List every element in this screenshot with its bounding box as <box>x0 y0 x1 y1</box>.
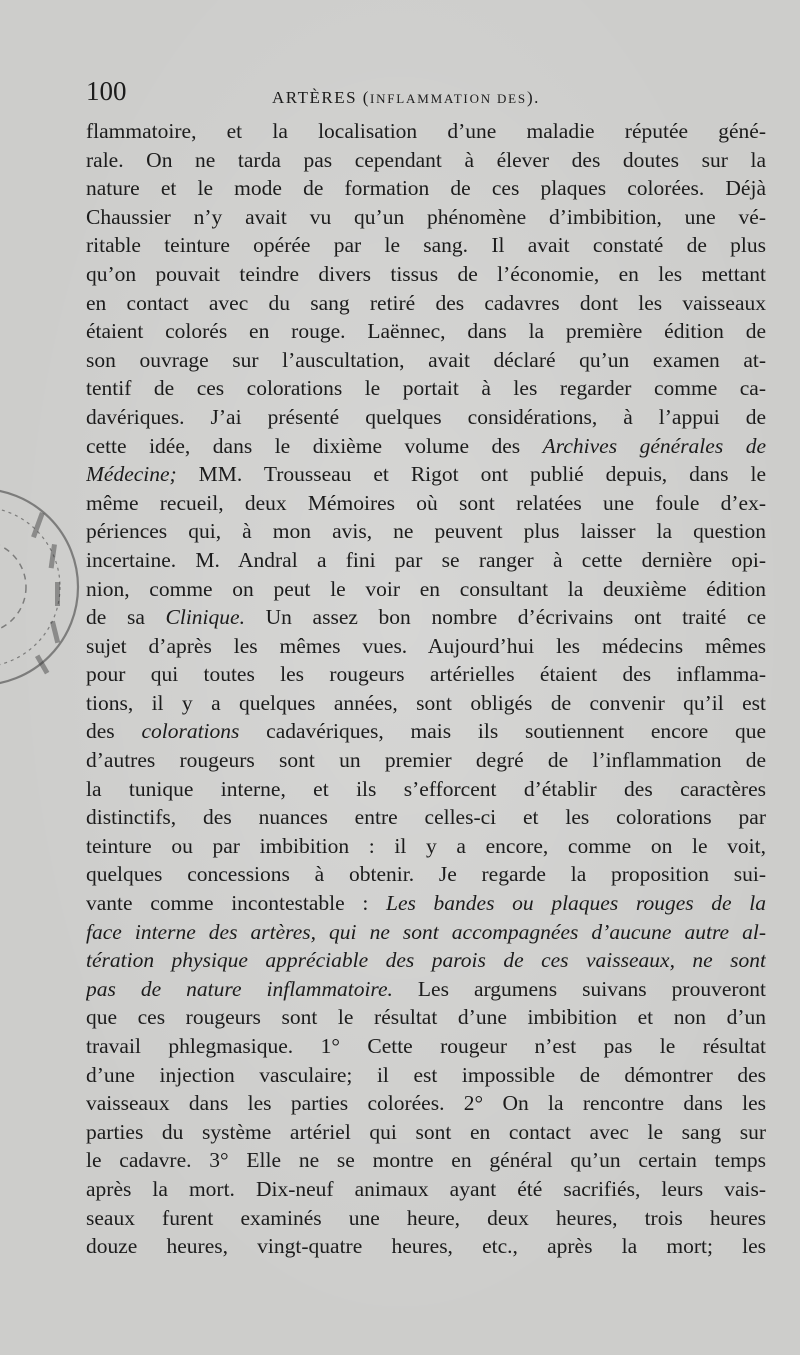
text-line <box>86 260 766 289</box>
text-line <box>86 146 766 175</box>
text-run: vante comme incontestable : <box>86 891 386 916</box>
text-run: rale. On ne tarda pas cependant à élever des doutes sur la <box>86 147 766 172</box>
page-number: 100 <box>86 76 127 106</box>
text-run: que ces rougeurs sont le résultat d’une imbibition et non d’un <box>86 1005 766 1030</box>
text-line <box>86 775 766 804</box>
text-line <box>86 689 766 718</box>
text-line <box>86 832 766 861</box>
text-run: vaisseaux dans les parties colorées. 2° On la rencontre dans les <box>86 1091 766 1116</box>
text-line <box>86 860 766 889</box>
text-run: travail phlegmasique. 1° Cette rougeur n’est pas le résultat <box>86 1034 766 1058</box>
text-line <box>86 546 766 575</box>
text-line <box>86 603 766 632</box>
text-run: nion, comme on peut le voir en consultant la deuxième édition <box>86 576 766 601</box>
text-line <box>86 803 766 832</box>
text-line <box>86 918 766 947</box>
text-line <box>86 117 766 146</box>
text-line <box>86 403 766 432</box>
text-line <box>86 1232 766 1261</box>
text-run: son ouvrage sur l’auscultation, avait déclaré qu’un examen at- <box>86 347 766 372</box>
text-line <box>86 1061 766 1090</box>
text-line <box>86 1118 766 1147</box>
text-run: en contact avec du sang retiré des cadavres dont les vaisseaux <box>86 290 766 315</box>
text-run: cette idée, dans le dixième volume des <box>86 433 543 458</box>
text-run: seaux furent examinés une heure, deux heures, trois heures <box>86 1205 766 1230</box>
text-run: d’autres rougeurs sont un premier degré de l’inflammation de <box>86 748 766 773</box>
text-line <box>86 289 766 318</box>
text-line <box>86 1204 766 1233</box>
italic-text: pas de nature inflammatoire. <box>86 976 393 1001</box>
text-run: Un assez bon nombre d’écrivains ont traité ce <box>244 605 766 630</box>
italic-text: Archives générales de <box>542 433 766 458</box>
text-run: qu’on pouvait teindre divers tissus de l’économie, en les mettant <box>86 261 766 286</box>
text-line <box>86 889 766 918</box>
text-line <box>86 1175 766 1204</box>
text-line <box>86 460 766 489</box>
text-line <box>86 1003 766 1032</box>
text-run: parties du système artériel qui sont en contact avec le sang sur <box>86 1119 766 1144</box>
text-line <box>86 975 766 1004</box>
text-line <box>86 432 766 461</box>
text-line <box>86 632 766 661</box>
text-run: Chaussier n’y avait vu qu’un phénomène d’imbibition, une vé- <box>86 204 766 229</box>
text-line <box>86 660 766 689</box>
text-run: de sa <box>86 605 166 630</box>
text-run: tions, il y a quelques années, sont obligés de convenir qu’il est <box>86 690 766 715</box>
text-run: après la mort. Dix-neuf animaux ayant été sacrifiés, leurs vais- <box>86 1176 766 1201</box>
text-line <box>86 1089 766 1118</box>
text-run: des <box>86 719 142 744</box>
text-run: d’une injection vasculaire; il est impossible de démontrer des <box>86 1062 766 1087</box>
text-run: Les argumens suivans prouveront <box>392 976 766 1001</box>
text-line <box>86 489 766 518</box>
text-run: périences qui, à mon avis, ne peuvent plus laisser la question <box>86 519 766 544</box>
text-line <box>86 203 766 232</box>
text-line <box>86 575 766 604</box>
text-run: cadavériques, mais ils soutiennent encore que <box>239 719 766 744</box>
running-head-small: INFLAMMATION DES <box>369 91 527 106</box>
text-run: MM. Trousseau et Rigot ont publié depuis, dans le <box>176 462 766 487</box>
text-run: quelques concessions à obtenir. Je regarde la proposition sui- <box>86 862 766 887</box>
running-head-main: ARTÈRES ( <box>272 88 370 107</box>
library-stamp-icon <box>0 472 100 702</box>
italic-text: colorations <box>141 719 240 744</box>
text-run: davériques. J’ai présenté quelques considérations, à l’appui de <box>86 404 766 429</box>
text-run: incertaine. M. Andral a fini par se ranger à cette dernière opi- <box>86 547 766 572</box>
text-run: tentif de ces colorations le portait à les regarder comme ca- <box>86 376 766 401</box>
text-run: flammatoire, et la localisation d’une maladie réputée géné- <box>86 119 766 143</box>
text-run: teinture ou par imbibition : il y a encore, comme on le voit, <box>86 833 766 858</box>
text-run: étaient colorés en rouge. Laënnec, dans la première édition de <box>86 319 766 344</box>
text-run: douze heures, vingt-quatre heures, etc., après la mort; les <box>86 1234 766 1259</box>
text-line <box>86 746 766 775</box>
text-line <box>86 517 766 546</box>
text-line <box>86 1146 766 1175</box>
text-line <box>86 231 766 260</box>
body-text <box>86 117 766 1261</box>
text-line <box>86 1032 766 1061</box>
italic-text: face interne des artères, qui ne sont accompagnées d’aucune autre al- <box>86 919 766 944</box>
text-run: sujet d’après les mêmes vues. Aujourd’hui les médecins mêmes <box>86 633 766 658</box>
text-run: même recueil, deux Mémoires où sont relatées une foule d’ex- <box>86 490 766 515</box>
text-run: ritable teinture opérée par le sang. Il avait constaté de plus <box>86 233 766 258</box>
text-line <box>86 374 766 403</box>
text-line <box>86 317 766 346</box>
text-line <box>86 346 766 375</box>
text-line <box>86 717 766 746</box>
page-header <box>86 76 766 110</box>
text-run: pour qui toutes les rougeurs artérielles étaient des inflamma- <box>86 662 766 687</box>
italic-text: Clinique. <box>165 605 245 630</box>
text-run: le cadavre. 3° Elle ne se montre en général qu’un certain temps <box>86 1148 766 1173</box>
text-run: nature et le mode de formation de ces plaques colorées. Déjà <box>86 176 766 201</box>
italic-text: Les bandes ou plaques rouges de la <box>385 891 766 916</box>
text-run: distinctifs, des nuances entre celles-ci et les colorations par <box>86 805 766 830</box>
italic-text: Médecine; <box>86 462 177 487</box>
running-head <box>272 88 540 108</box>
running-head-end: ). <box>526 88 540 107</box>
text-line <box>86 174 766 203</box>
text-line <box>86 946 766 975</box>
italic-text: tération physique appréciable des parois de ces vaisseaux, ne sont <box>86 948 766 973</box>
text-run: la tunique interne, et ils s’efforcent d’établir des caractères <box>86 776 766 801</box>
